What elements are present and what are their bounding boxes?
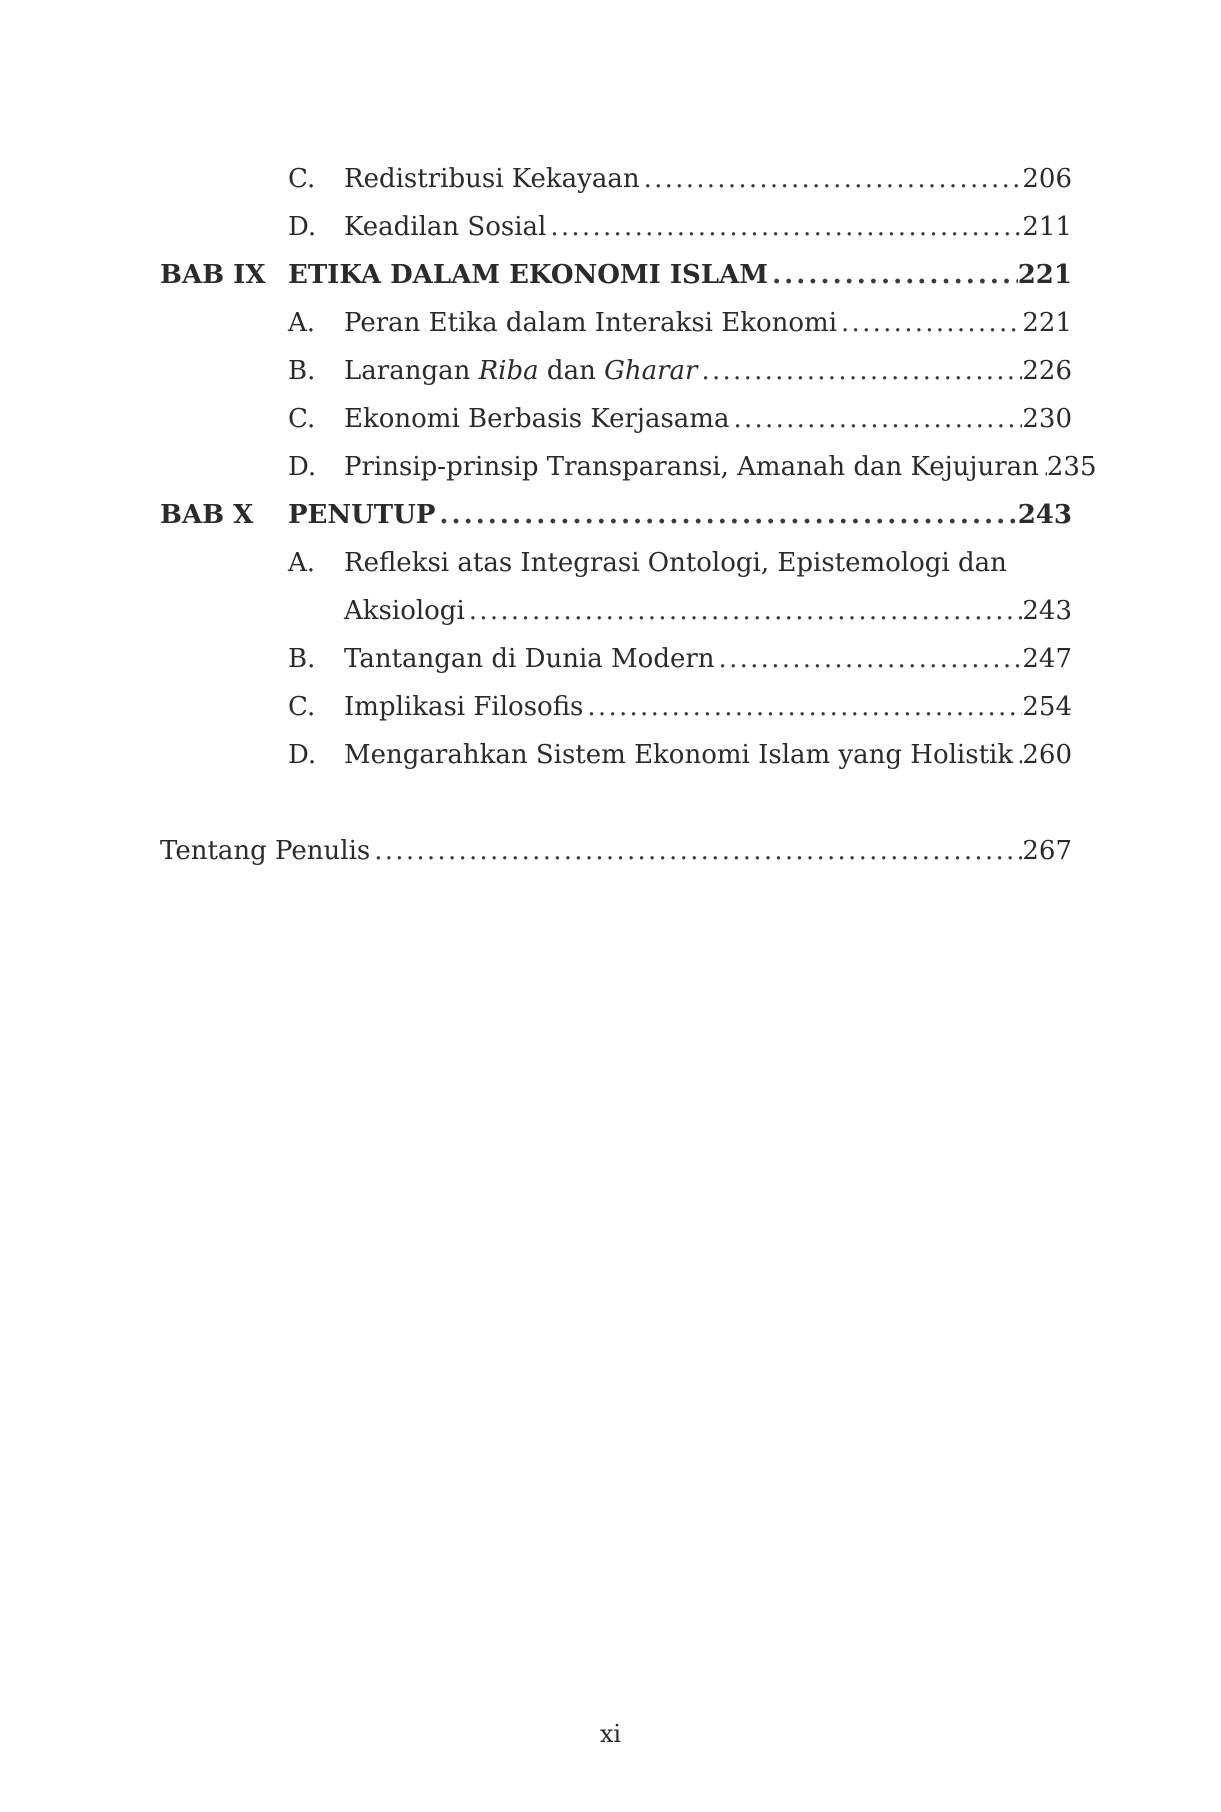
section-title: Mengarahkan Sistem Ekonomi Islam yang Holistik xyxy=(344,740,1014,770)
page-folio: xi xyxy=(599,1720,622,1748)
dot-leader xyxy=(715,635,1023,683)
section-title: Peran Etika dalam Interaksi Ekonomi xyxy=(344,308,838,338)
section-title xyxy=(344,347,697,395)
section-letter: D. xyxy=(288,740,317,770)
toc-chapter-bab-x[interactable] xyxy=(160,491,1072,539)
dot-leader xyxy=(1039,443,1047,491)
section-letter: D. xyxy=(288,212,317,242)
title-italic-term: Gharar xyxy=(604,356,698,386)
dot-leader xyxy=(370,827,1022,875)
toc-entry-larangan-riba-gharar[interactable] xyxy=(160,347,1072,395)
section-title: Redistribusi Kekayaan xyxy=(344,164,640,194)
chapter-title: PENUTUP xyxy=(288,500,436,530)
toc-entry-refleksi-line-2[interactable] xyxy=(160,587,1072,635)
toc-entry-refleksi-line-1[interactable] xyxy=(160,539,1072,587)
chapter-label: BAB IX xyxy=(160,260,266,290)
dot-leader xyxy=(583,683,1022,731)
toc-entry-mengarahkan-sistem[interactable] xyxy=(160,731,1072,779)
toc-entry-peran-etika[interactable] xyxy=(160,299,1072,347)
page-number: 235 xyxy=(1046,452,1097,482)
section-letter: B. xyxy=(288,356,316,386)
dot-leader xyxy=(640,155,1023,203)
section-title: Refleksi atas Integrasi Ontologi, Epistemologi dan xyxy=(344,548,1007,578)
dot-leader xyxy=(1013,731,1022,779)
toc-chapter-bab-ix[interactable] xyxy=(160,251,1072,299)
section-title: Prinsip-prinsip Transparansi, Amanah dan Kejujuran xyxy=(344,452,1039,482)
page-number: 226 xyxy=(1022,356,1072,386)
title-italic-term: Riba xyxy=(478,356,539,386)
section-title: Tantangan di Dunia Modern xyxy=(344,644,715,674)
page-number: 221 xyxy=(1017,260,1072,290)
section-letter: B. xyxy=(288,644,316,674)
table-of-contents xyxy=(160,155,1097,875)
page-number: 260 xyxy=(1022,740,1072,770)
section-letter: C. xyxy=(288,164,316,194)
chapter-label: BAB X xyxy=(160,500,254,530)
dot-leader xyxy=(768,251,1018,299)
dot-leader xyxy=(729,395,1022,443)
page-number: 254 xyxy=(1022,692,1072,722)
page-number: 247 xyxy=(1022,644,1072,674)
section-title: Implikasi Filosofis xyxy=(344,692,584,722)
section-title: Tentang Penulis xyxy=(160,836,371,866)
toc-entry-implikasi-filosofis[interactable] xyxy=(160,683,1072,731)
dot-leader xyxy=(435,491,1017,539)
title-part: Larangan xyxy=(344,356,479,386)
title-part: dan xyxy=(538,356,605,386)
toc-entry-redistribusi-kekayaan[interactable] xyxy=(160,155,1072,203)
toc-entry-ekonomi-berbasis-kerjasama[interactable] xyxy=(160,395,1072,443)
section-title: Keadilan Sosial xyxy=(344,212,547,242)
page-number: 206 xyxy=(1022,164,1072,194)
section-letter: A. xyxy=(288,548,316,578)
section-letter: D. xyxy=(288,452,317,482)
toc-entry-tantangan[interactable] xyxy=(160,635,1072,683)
page-number: 243 xyxy=(1017,500,1072,530)
dot-leader xyxy=(837,299,1022,347)
chapter-title: ETIKA DALAM EKONOMI ISLAM xyxy=(288,260,769,290)
section-letter: A. xyxy=(288,308,316,338)
toc-entry-keadilan-sosial[interactable] xyxy=(160,203,1072,251)
section-title: Ekonomi Berbasis Kerjasama xyxy=(344,404,730,434)
section-title-continued: Aksiologi xyxy=(344,596,465,626)
page-number: 267 xyxy=(1022,836,1072,866)
dot-leader xyxy=(697,347,1022,395)
page-number: 211 xyxy=(1022,212,1072,242)
toc-entry-tentang-penulis[interactable] xyxy=(160,827,1072,875)
dot-leader xyxy=(546,203,1022,251)
section-letter: C. xyxy=(288,692,316,722)
section-letter: C. xyxy=(288,404,316,434)
dot-leader xyxy=(465,587,1023,635)
page-number: 221 xyxy=(1022,308,1072,338)
toc-entry-prinsip-prinsip[interactable] xyxy=(160,443,1097,491)
page-number: 243 xyxy=(1022,596,1072,626)
page-number: 230 xyxy=(1022,404,1072,434)
